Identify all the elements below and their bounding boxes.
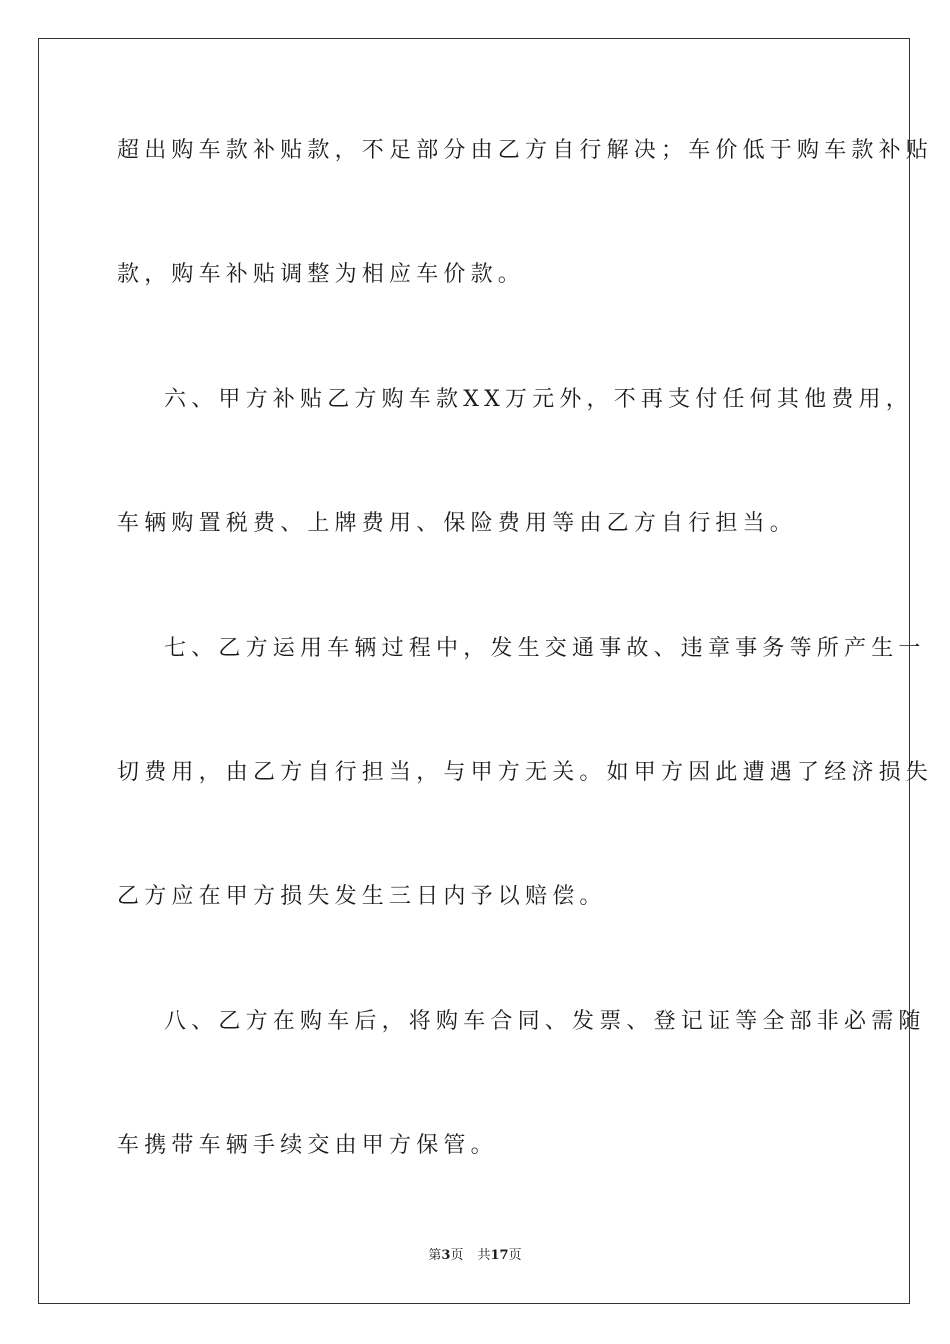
footer-total-pages: 17 — [490, 1248, 509, 1263]
footer-page-prefix: 第 — [428, 1248, 442, 1263]
page-border — [38, 38, 934, 1304]
page-footer — [0, 1247, 950, 1265]
paragraph-5-line-1: 超出购车款补贴款，不足部分由乙方自行解决；车价低于购车款补贴 — [117, 138, 934, 163]
paragraph-6-line-2: 车辆购置税费、上牌费用、保险费用等由乙方自行担当。 — [117, 511, 798, 536]
paragraph-7-line-1: 七、乙方运用车辆过程中，发生交通事故、违章事务等所产生一 — [164, 636, 926, 661]
paragraph-6-line-1: 六、甲方补贴乙方购车款XX万元外，不再支付任何其他费用， — [164, 387, 913, 412]
paragraph-8-line-2: 车携带车辆手续交由甲方保管。 — [117, 1133, 498, 1158]
footer-page-suffix: 页 — [450, 1248, 464, 1263]
paragraph-5-line-2: 款，购车补贴调整为相应车价款。 — [117, 262, 526, 287]
paragraph-7-line-2: 切费用，由乙方自行担当，与甲方无关。如甲方因此遭遇了经济损失 — [117, 760, 934, 785]
footer-total-suffix: 页 — [508, 1248, 522, 1263]
paragraph-8-line-1: 八、乙方在购车后，将购车合同、发票、登记证等全部非必需随 — [164, 1009, 926, 1034]
footer-page-number: 3 — [441, 1248, 451, 1263]
footer-total-prefix: 共 — [477, 1248, 491, 1263]
paragraph-7-line-3: 乙方应在甲方损失发生三日内予以赔偿。 — [117, 884, 607, 909]
